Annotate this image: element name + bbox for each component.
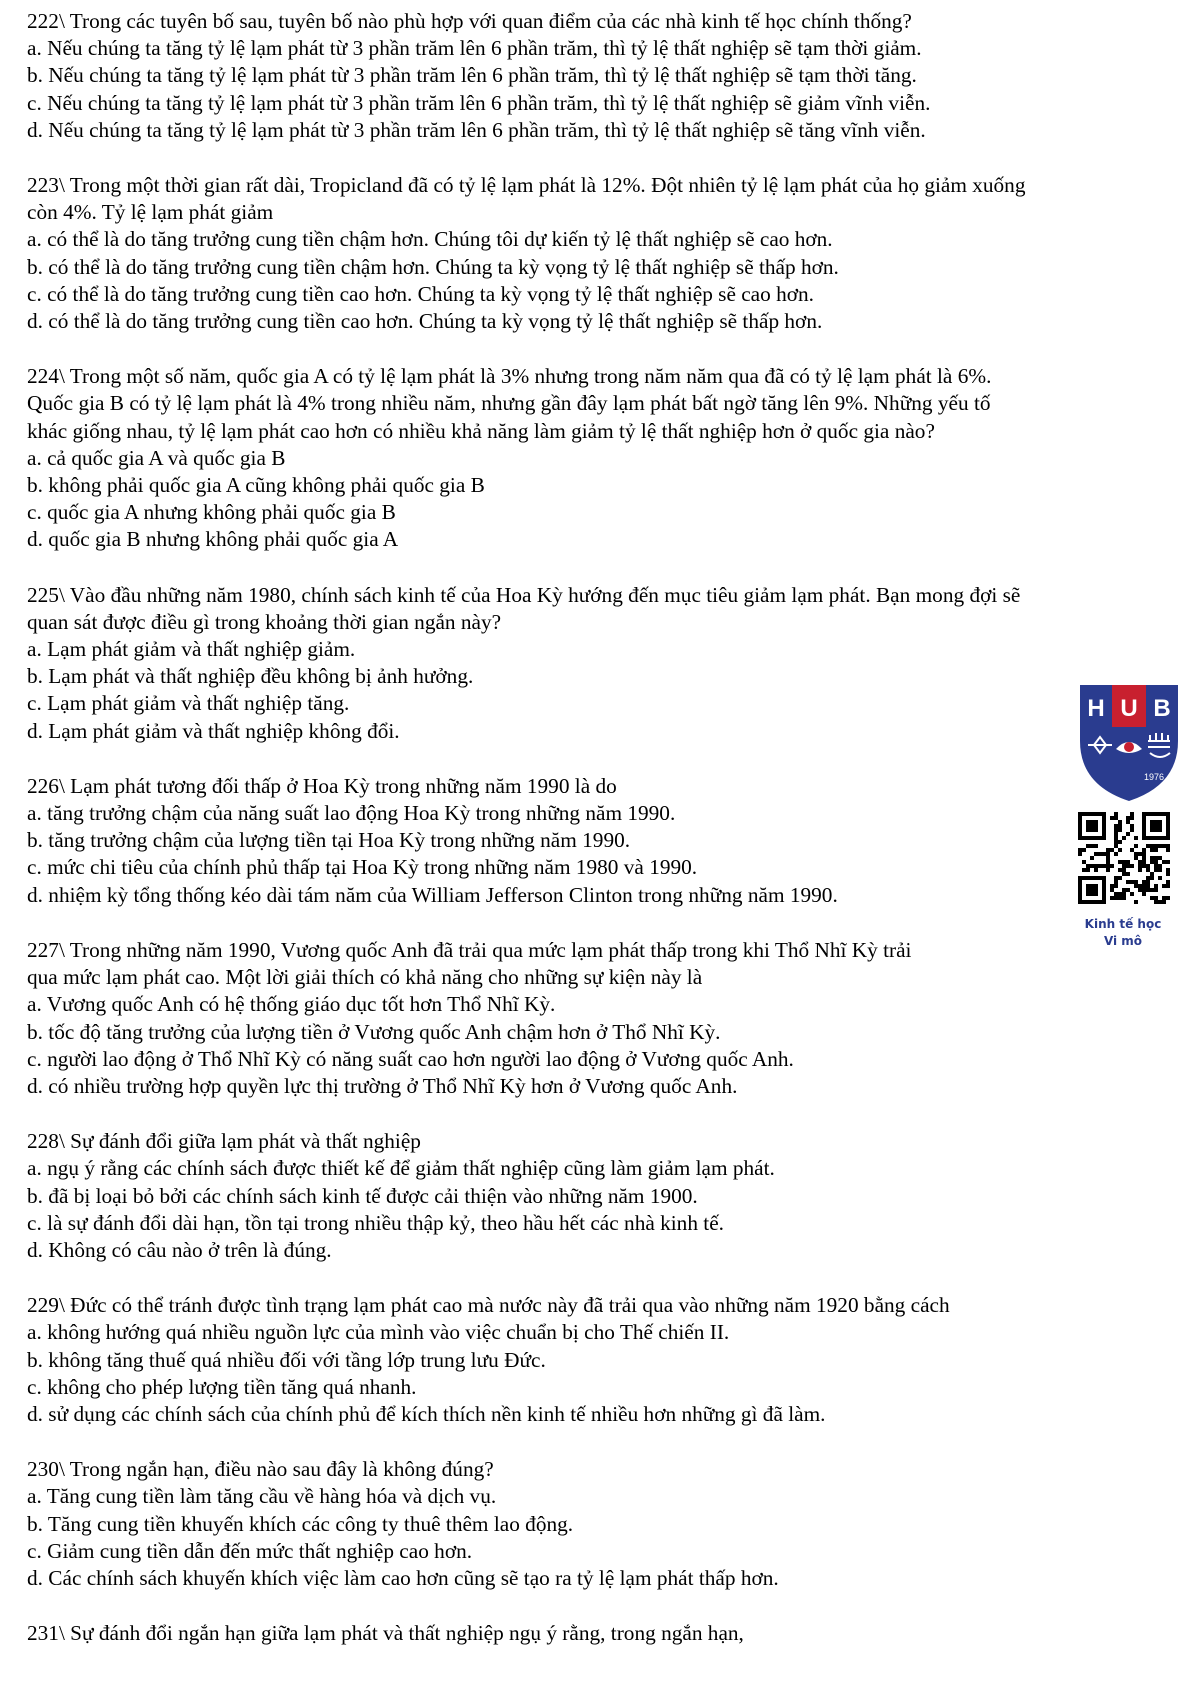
question-gap [27,335,1177,363]
hub-shield-icon [1074,683,1184,803]
answer-option: b. Tăng cung tiền khuyến khích các công ty thuê thêm lao động. [27,1511,574,1536]
question-text-line: khác giống nhau, tỷ lệ lạm phát cao hơn có nhiều khả năng làm giảm tỷ lệ thất nghiệp hơn ở quốc gia nào? [27,418,935,443]
answer-option: b. Nếu chúng ta tăng tỷ lệ lạm phát từ 3 phần trăm lên 6 phần trăm, thì tỷ lệ thất nghiệp sẽ tạm thời tăng. [27,63,917,88]
question-block [27,1292,1177,1428]
question-gap [27,1428,1177,1456]
qr-caption-line-1: Kinh tế học [1084,917,1162,931]
question-list [27,0,1177,1647]
question-gap [27,745,1177,773]
answer-option: a. ngụ ý rằng các chính sách được thiết kế để giảm thất nghiệp cũng làm giảm lạm phát. [27,1156,775,1181]
answer-option: b. không tăng thuế quá nhiều đối với tầng lớp trung lưu Đức. [27,1347,546,1372]
qr-caption-line-2: Vi mô [1103,934,1143,948]
answer-option: d. có thể là do tăng trưởng cung tiền cao hơn. Chúng ta kỳ vọng tỷ lệ thất nghiệp sẽ thấp hơn. [27,309,823,334]
qr-code [1078,812,1170,904]
answer-option: b. đã bị loại bỏ bởi các chính sách kinh tế được cải thiện vào những năm 1900. [27,1183,698,1208]
answer-option: b. không phải quốc gia A cũng không phải quốc gia B [27,473,485,498]
answer-option: d. quốc gia B nhưng không phải quốc gia A [27,527,399,552]
question-gap [27,1100,1177,1128]
question-text-line: quan sát được điều gì trong khoảng thời gian ngắn này? [27,609,502,634]
answer-option: c. mức chi tiêu của chính phủ thấp tại Hoa Kỳ trong những năm 1980 và 1990. [27,855,698,880]
question-gap [27,909,1177,937]
answer-option: a. có thể là do tăng trưởng cung tiền chậm hơn. Chúng tôi dự kiến tỷ lệ thất nghiệp sẽ cao hơn. [27,227,833,252]
answer-option: a. Lạm phát giảm và thất nghiệp giảm. [27,637,356,662]
answer-option: a. không hướng quá nhiều nguồn lực của mình vào việc chuẩn bị cho Thế chiến II. [27,1320,730,1345]
question-gap [27,1592,1177,1620]
question-text-line: 224\ Trong một số năm, quốc gia A có tỷ lệ lạm phát là 3% nhưng trong năm năm qua đã có tỷ lệ lạm phát là 6%. [27,364,992,389]
question-block [27,937,1177,1100]
question-text-line: 223\ Trong một thời gian rất dài, Tropicland đã có tỷ lệ lạm phát là 12%. Đột nhiên tỷ lệ lạm phát của họ giảm xuống [27,173,1026,198]
question-text-line: còn 4%. Tỷ lệ lạm phát giảm [27,200,274,225]
logo-letter-h: H [1087,695,1105,722]
answer-option: a. Nếu chúng ta tăng tỷ lệ lạm phát từ 3 phần trăm lên 6 phần trăm, thì tỷ lệ thất nghiệp sẽ tạm thời giảm. [27,36,922,61]
answer-option: a. cả quốc gia A và quốc gia B [27,445,286,470]
answer-option: d. sử dụng các chính sách của chính phủ để kích thích nền kinh tế nhiều hơn những gì đã làm. [27,1401,826,1426]
question-block [27,1456,1177,1592]
question-block [27,0,1177,144]
question-block [27,172,1177,335]
answer-option: c. người lao động ở Thổ Nhĩ Kỳ có năng suất cao hơn người lao động ở Vương quốc Anh. [27,1046,794,1071]
question-text-line: 230\ Trong ngắn hạn, điều nào sau đây là không đúng? [27,1457,494,1482]
question-block [27,773,1177,909]
question-text-line: 225\ Vào đầu những năm 1980, chính sách kinh tế của Hoa Kỳ hướng đến mục tiêu giảm lạm phát. Bạn mong đợi sẽ [27,582,1021,607]
hub-logo [1074,683,1184,803]
question-text-line: 228\ Sự đánh đổi giữa lạm phát và thất nghiệp [27,1129,421,1154]
logo-letter-b: B [1153,695,1171,722]
question-gap [27,144,1177,172]
answer-option: d. Không có câu nào ở trên là đúng. [27,1237,332,1262]
answer-option: a. Tăng cung tiền làm tăng cầu về hàng hóa và dịch vụ. [27,1484,497,1509]
qr-caption [1058,916,1188,950]
qr-code-icon [1078,812,1170,904]
question-block [27,582,1177,745]
question-text-line: 229\ Đức có thể tránh được tình trạng lạm phát cao mà nước này đã trải qua vào những năm 1920 bằng cách [27,1293,950,1318]
answer-option: a. Vương quốc Anh có hệ thống giáo dục tốt hơn Thổ Nhĩ Kỳ. [27,992,556,1017]
question-text-line: 222\ Trong các tuyên bố sau, tuyên bố nào phù hợp với quan điểm của các nhà kinh tế học chính thống? [27,9,912,33]
answer-option: c. Giảm cung tiền dẫn đến mức thất nghiệp cao hơn. [27,1538,473,1563]
answer-option: c. Nếu chúng ta tăng tỷ lệ lạm phát từ 3 phần trăm lên 6 phần trăm, thì tỷ lệ thất nghiệp sẽ giảm vĩnh viễn. [27,90,931,115]
question-gap [27,554,1177,582]
answer-option: d. nhiệm kỳ tổng thống kéo dài tám năm của William Jefferson Clinton trong những năm 1990. [27,882,838,907]
answer-option: d. Nếu chúng ta tăng tỷ lệ lạm phát từ 3 phần trăm lên 6 phần trăm, thì tỷ lệ thất nghiệp sẽ tăng vĩnh viễn. [27,117,926,142]
question-block [27,1620,1177,1647]
answer-option: c. là sự đánh đổi dài hạn, tồn tại trong nhiều thập kỷ, theo hầu hết các nhà kinh tế. [27,1210,724,1235]
answer-option: d. Các chính sách khuyến khích việc làm cao hơn cũng sẽ tạo ra tỷ lệ lạm phát thấp hơn. [27,1565,779,1590]
answer-option: c. có thể là do tăng trưởng cung tiền cao hơn. Chúng ta kỳ vọng tỷ lệ thất nghiệp sẽ cao hơn. [27,281,814,306]
answer-option: b. tăng trưởng chậm của lượng tiền tại Hoa Kỳ trong những năm 1990. [27,828,631,853]
answer-option: d. Lạm phát giảm và thất nghiệp không đổi. [27,718,400,743]
answer-option: c. quốc gia A nhưng không phải quốc gia B [27,500,396,525]
answer-option: c. Lạm phát giảm và thất nghiệp tăng. [27,691,350,716]
answer-option: b. tốc độ tăng trưởng của lượng tiền ở Vương quốc Anh chậm hơn ở Thổ Nhĩ Kỳ. [27,1019,721,1044]
logo-letter-u: U [1120,695,1138,722]
question-text-line: 227\ Trong những năm 1990, Vương quốc Anh đã trải qua mức lạm phát thấp trong khi Thổ Nhĩ Kỳ trải [27,937,912,962]
answer-option: d. có nhiều trường hợp quyền lực thị trường ở Thổ Nhĩ Kỳ hơn ở Vương quốc Anh. [27,1073,738,1098]
question-text-line: 226\ Lạm phát tương đối thấp ở Hoa Kỳ trong những năm 1990 là do [27,773,617,798]
question-text-line: 231\ Sự đánh đổi ngắn hạn giữa lạm phát và thất nghiệp ngụ ý rằng, trong ngắn hạn, [27,1621,744,1646]
question-block [27,1128,1177,1264]
question-gap [27,1264,1177,1292]
question-text-line: qua mức lạm phát cao. Một lời giải thích có khả năng cho những sự kiện này là [27,965,703,990]
answer-option: b. Lạm phát và thất nghiệp đều không bị ảnh hưởng. [27,664,474,689]
answer-option: b. có thể là do tăng trưởng cung tiền chậm hơn. Chúng ta kỳ vọng tỷ lệ thất nghiệp sẽ thấp hơn. [27,254,839,279]
question-text-line: Quốc gia B có tỷ lệ lạm phát là 4% trong nhiều năm, nhưng gần đây lạm phát bất ngờ tăng lên 9%. Những yếu tố [27,391,991,416]
question-block [27,363,1177,553]
logo-year: 1976 [1143,772,1165,782]
answer-option: c. không cho phép lượng tiền tăng quá nhanh. [27,1374,417,1399]
answer-option: a. tăng trưởng chậm của năng suất lao động Hoa Kỳ trong những năm 1990. [27,801,676,826]
